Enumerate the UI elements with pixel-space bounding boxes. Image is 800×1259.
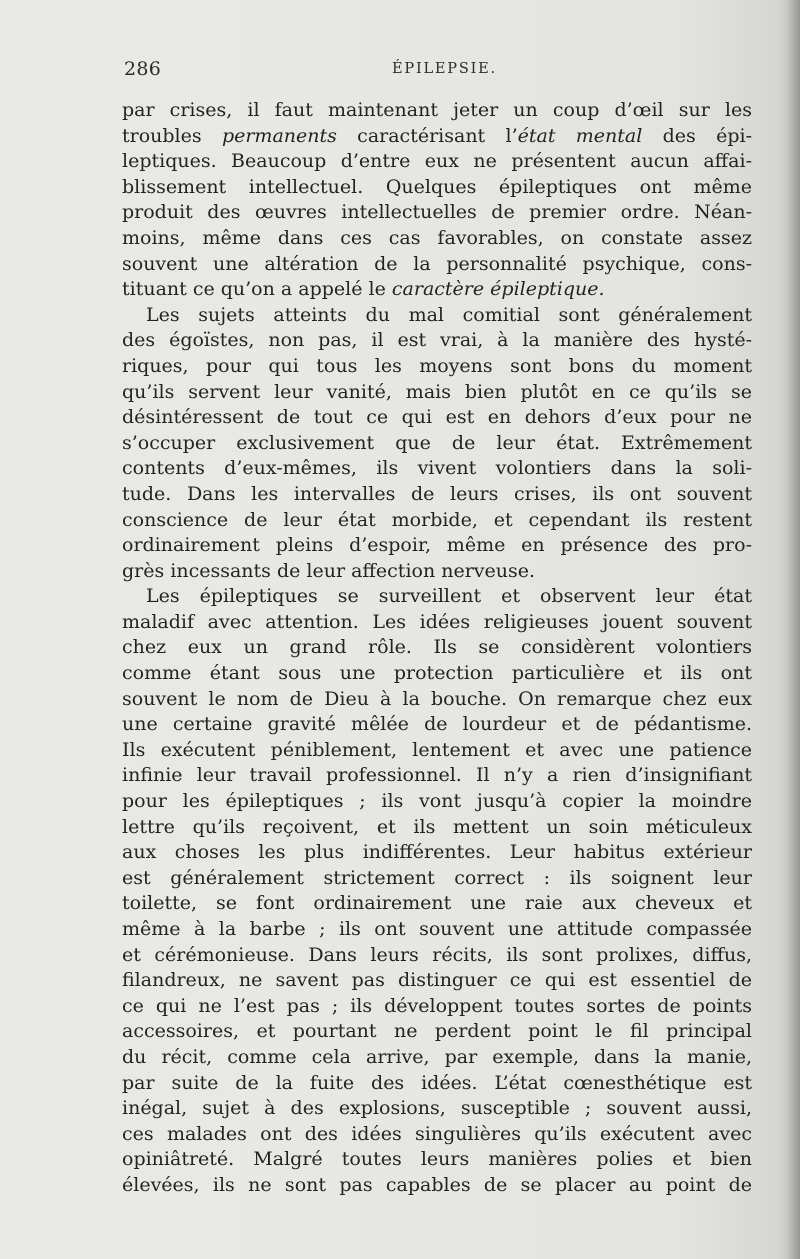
text-segment: accessoires, et pourtant ne perdent point le fil principal (122, 1020, 752, 1043)
text-line (122, 533, 752, 559)
text-segment: ce qui ne l’est pas ; ils développent toutes sortes de points (122, 994, 752, 1017)
text-segment: tituant ce qu’on a appelé le (122, 278, 392, 301)
text-segment: moins, même dans ces cas favorables, on constate assez (122, 226, 752, 249)
text-line (122, 584, 752, 610)
text-segment: contents d’eux-mêmes, ils vivent volontiers dans la soli- (122, 457, 752, 480)
text-segment: opiniâtreté. Malgré toutes leurs manières polies et bien (122, 1148, 752, 1171)
text-line (122, 124, 752, 150)
text-line (122, 559, 752, 585)
text-line (122, 252, 752, 278)
text-line (122, 456, 752, 482)
text-line (122, 200, 752, 226)
text-segment: par crises, il faut maintenant jeter un coup d’œil sur les (122, 99, 752, 121)
text-segment: et cérémonieuse. Dans leurs récits, ils sont prolixes, diffus, (122, 943, 752, 966)
text-line (122, 917, 752, 943)
text-line (122, 815, 752, 841)
page-number: 286 (124, 58, 162, 80)
text-segment: ces malades ont des idées singulières qu’ils exécutent avec (122, 1122, 752, 1145)
text-segment: leptiques. Beaucoup d’entre eux ne présentent aucun affai- (122, 150, 752, 173)
text-segment: riques, pour qui tous les moyens sont bons du moment (122, 354, 752, 377)
text-segment: inégal, sujet à des explosions, susceptible ; souvent aussi, (122, 1097, 752, 1120)
italic-text: état mental (517, 124, 643, 147)
text-segment: est généralement strictement correct : ils soignent leur (122, 866, 752, 889)
text-line (122, 98, 752, 124)
text-line (122, 789, 752, 815)
text-line (122, 277, 752, 303)
text-segment: qu’ils servent leur vanité, mais bien plutôt en ce qu’ils se (122, 380, 752, 403)
text-segment: produit des œuvres intellectuelles de premier ordre. Néan- (122, 201, 752, 224)
italic-text: caractère épileptique. (391, 278, 605, 301)
running-title: ÉPILEPSIE. (392, 61, 497, 77)
text-line (122, 866, 752, 892)
text-segment: du récit, comme cela arrive, par exemple, dans la manie, (122, 1045, 752, 1068)
text-line (122, 1122, 752, 1148)
text-line (122, 303, 752, 329)
text-line (122, 635, 752, 661)
text-line (122, 1173, 752, 1199)
text-segment: pour les épileptiques ; ils vont jusqu’à copier la moindre (122, 790, 752, 813)
text-line (122, 840, 752, 866)
text-line (122, 610, 752, 636)
body-text (122, 98, 752, 1199)
text-line (122, 1147, 752, 1173)
text-segment: élevées, ils ne sont pas capables de se placer au point de (122, 1173, 752, 1196)
text-segment: une certaine gravité mêlée de lourdeur et de pédantisme. (122, 713, 752, 736)
text-segment: lettre qu’ils reçoivent, et ils mettent un soin méticuleux (122, 815, 752, 838)
text-segment: Ils exécutent péniblement, lentement et avec une patience (122, 738, 752, 761)
text-line (122, 661, 752, 687)
text-segment: troubles (122, 124, 222, 147)
text-line (122, 943, 752, 969)
text-segment: même à la barbe ; ils ont souvent une attitude compassée (122, 918, 752, 940)
text-segment: grès incessants de leur affection nerveuse. (122, 559, 536, 582)
page-edge-shadow (786, 0, 800, 1259)
text-segment: tude. Dans les intervalles de leurs crises, ils ont souvent (122, 482, 752, 505)
text-segment: par suite de la fuite des idées. L’état cœnesthétique est (122, 1071, 752, 1094)
text-line (122, 687, 752, 713)
text-segment: Les sujets atteints du mal comitial sont généralement (146, 303, 752, 326)
text-segment: des épi- (642, 124, 752, 147)
text-segment: des égoïstes, non pas, il est vrai, à la manière des hysté- (122, 329, 752, 352)
text-segment: toilette, se font ordinairement une raie aux cheveux et (122, 892, 752, 915)
text-segment: ordinairement pleins d’espoir, même en présence des pro- (122, 534, 752, 557)
text-segment: souvent une altération de la personnalité psychique, cons- (122, 252, 752, 275)
text-line (122, 1071, 752, 1097)
text-segment: filandreux, ne savent pas distinguer ce qui est essentiel de (122, 969, 752, 992)
text-line (122, 712, 752, 738)
text-line (122, 891, 752, 917)
text-line (122, 1096, 752, 1122)
text-segment: chez eux un grand rôle. Ils se considèrent volontiers (122, 636, 752, 659)
text-segment: caractérisant l’ (336, 124, 518, 147)
text-line (122, 1019, 752, 1045)
text-line (122, 149, 752, 175)
text-segment: désintéressent de tout ce qui est en dehors d’eux pour ne (122, 406, 752, 429)
text-line (122, 968, 752, 994)
page-header (124, 58, 752, 88)
text-segment: souvent le nom de Dieu à la bouche. On remarque chez eux (122, 687, 752, 710)
text-line (122, 1045, 752, 1071)
text-segment: aux choses les plus indifférentes. Leur habitus extérieur (122, 841, 752, 864)
text-line (122, 994, 752, 1020)
text-segment: Les épileptiques se surveillent et observent leur état (146, 585, 752, 608)
text-line (122, 328, 752, 354)
text-line (122, 380, 752, 406)
text-line (122, 354, 752, 380)
text-segment: comme étant sous une protection particulière et ils ont (122, 662, 752, 685)
text-segment: infinie leur travail professionnel. Il n’y a rien d’insignifiant (122, 764, 752, 787)
text-line (122, 175, 752, 201)
text-line (122, 431, 752, 457)
text-line (122, 508, 752, 534)
text-segment: s’occuper exclusivement que de leur état. Extrêmement (122, 431, 752, 454)
text-segment: blissement intellectuel. Quelques épileptiques ont même (122, 175, 752, 198)
text-segment: maladif avec attention. Les idées religieuses jouent souvent (122, 610, 752, 633)
text-line (122, 738, 752, 764)
text-line (122, 405, 752, 431)
text-segment: conscience de leur état morbide, et cependant ils restent (122, 508, 752, 531)
text-line (122, 482, 752, 508)
text-line (122, 226, 752, 252)
text-line (122, 763, 752, 789)
italic-text: permanents (221, 124, 337, 147)
